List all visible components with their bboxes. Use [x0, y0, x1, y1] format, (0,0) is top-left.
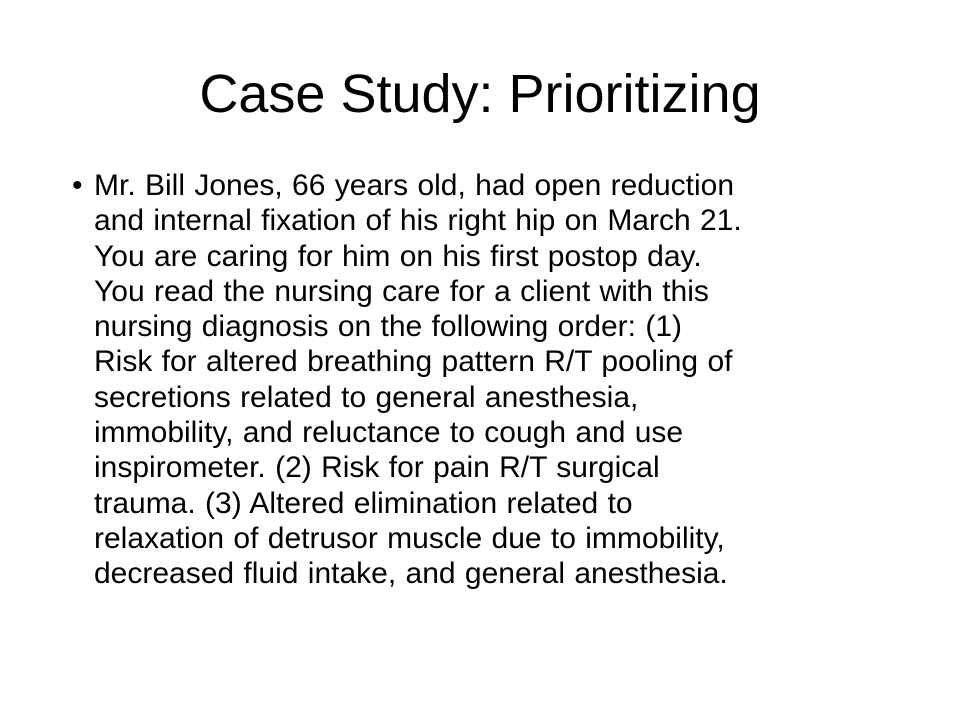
- bullet-icon: •: [72, 169, 83, 202]
- bullet-text-line-4: You read the nursing care for a client with this: [94, 274, 709, 308]
- bullet-text-line-8: immobility, and reluctance to cough and use: [94, 416, 684, 450]
- slide-title: Case Study: Prioritizing: [199, 64, 761, 124]
- bullet-text-line-5: nursing diagnosis on the following order: (1): [94, 310, 682, 344]
- bullet-text-line-1: Mr. Bill Jones, 66 years old, had open reduction: [94, 169, 735, 202]
- bullet-text-line-3: You are caring for him on his first postop day.: [94, 239, 702, 273]
- bullet-text-line-2: and internal fixation of his right hip on March 21.: [94, 204, 742, 238]
- bullet-text-line-6: Risk for altered breathing pattern R/T pooling of: [94, 345, 733, 379]
- bullet-item: [58, 168, 918, 592]
- bullet-text-line-7: secretions related to general anesthesia,: [94, 380, 639, 414]
- bullet-text-line-9: inspirometer. (2) Risk for pain R/T surgical: [94, 451, 660, 485]
- bullet-text-line-12: decreased fluid intake, and general anesthesia.: [94, 557, 728, 591]
- bullet-text-line-11: relaxation of detrusor muscle due to immobility,: [94, 521, 725, 555]
- slide-content: [58, 168, 918, 592]
- bullet-text-line-10: trauma. (3) Altered elimination related to: [94, 486, 633, 520]
